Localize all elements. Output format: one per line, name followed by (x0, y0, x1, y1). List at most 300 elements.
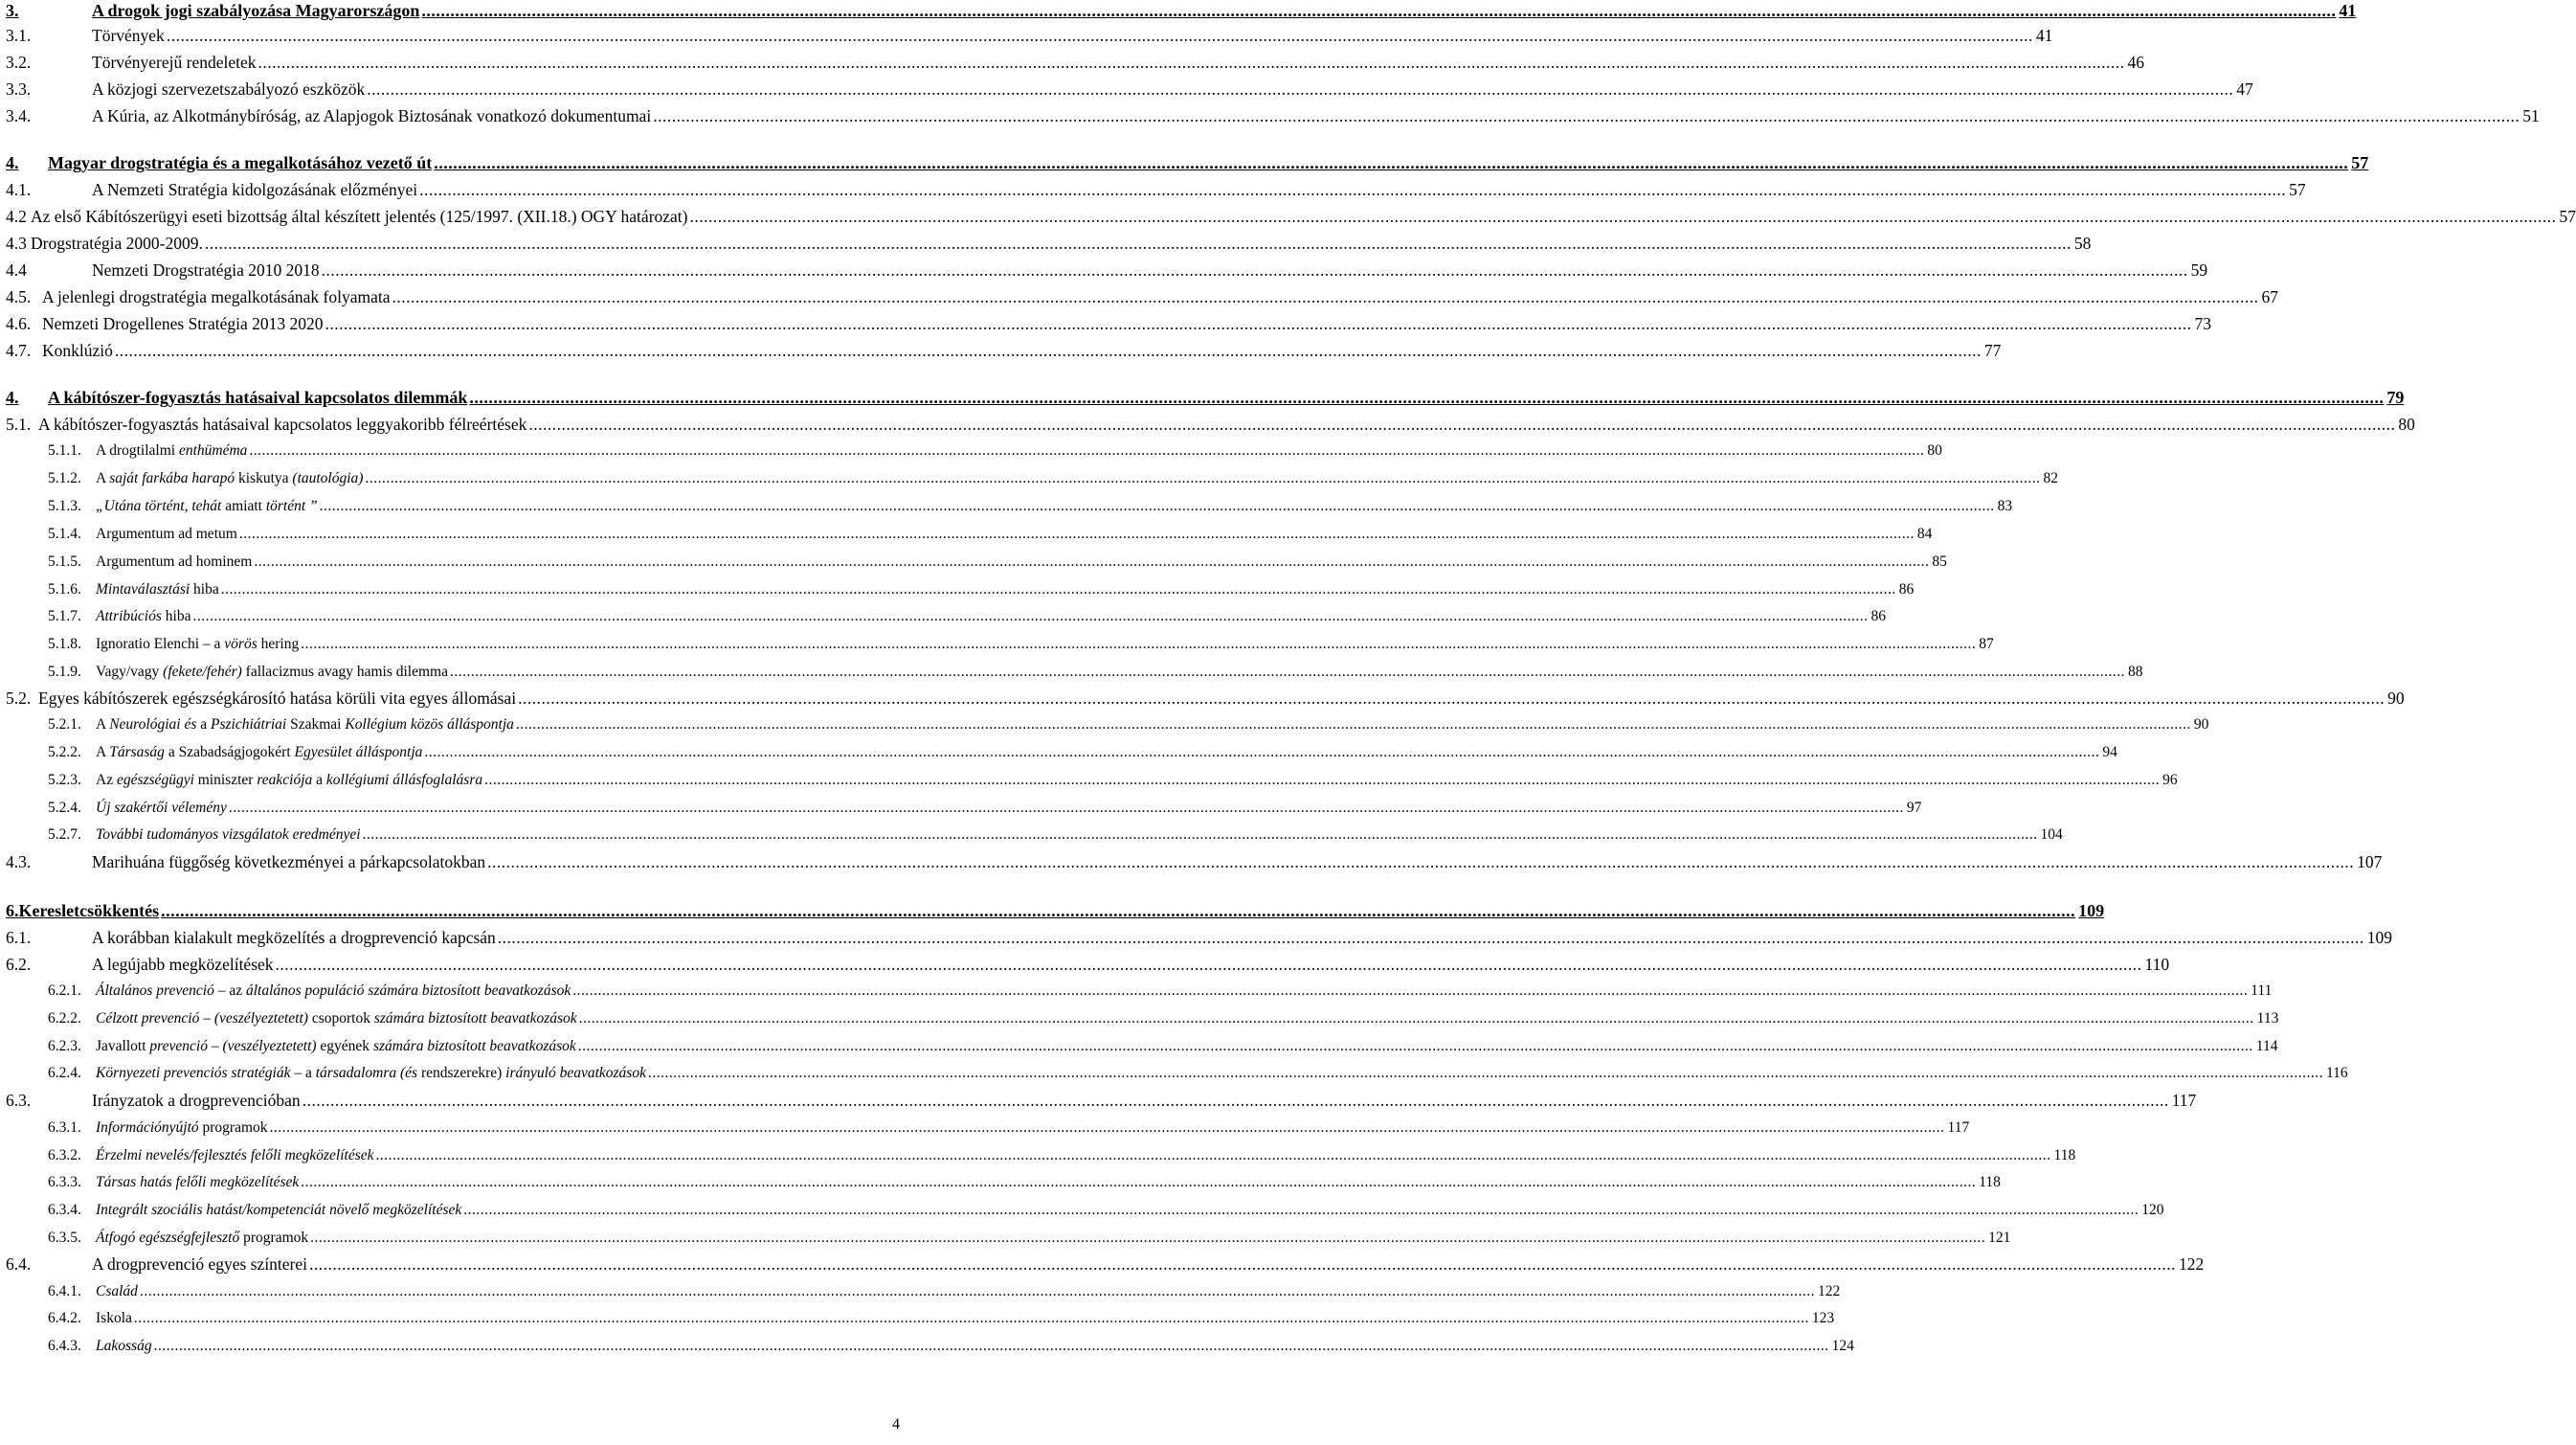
toc-title-segment: prevenció – (veszélyeztetett) (149, 1038, 317, 1054)
toc-entry[interactable] (48, 524, 1933, 545)
toc-entry-number: 3.2. (6, 53, 32, 72)
toc-entry-number: 6.4.1. (48, 1283, 81, 1299)
toc-entry[interactable] (6, 387, 2405, 408)
toc-entry-page: 110 (2144, 955, 2170, 974)
toc-entry[interactable] (48, 634, 1994, 655)
toc-entry-page: 122 (2179, 1254, 2205, 1274)
toc-entry-page: 59 (2190, 260, 2208, 280)
toc-entry-number: 6.4. (6, 1254, 32, 1274)
dot-leader: ................................................................................................................................................................................................................................................................................................................................................................................................................ (269, 1119, 1945, 1136)
toc-entry[interactable] (6, 313, 2212, 334)
toc-entry-title (19, 900, 160, 921)
toc-entry-title (96, 1308, 132, 1329)
toc-entry-number: 6.4.3. (48, 1338, 81, 1354)
toc-entry-number: 3. (6, 1, 19, 20)
dot-leader: ................................................................................................................................................................................................................................................................................................................................................................................................................ (321, 260, 2188, 280)
dot-leader: ................................................................................................................................................................................................................................................................................................................................................................................................................ (166, 26, 2033, 45)
toc-entry[interactable] (6, 900, 2105, 921)
toc-entry-page: 67 (2261, 287, 2278, 306)
toc-title-segment: történt ” (265, 498, 318, 514)
toc-entry-page: 124 (1831, 1338, 1854, 1354)
toc-title-segment: Marihuána függőség következményei a párkapcsolatokban (92, 852, 486, 871)
toc-entry-page: 117 (2171, 1091, 2197, 1110)
toc-entry-title (96, 606, 190, 627)
toc-title-segment: Egyes kábítószerek egészségkárosító hatása körüli vita egyes állomásai (38, 689, 517, 708)
dot-leader: ................................................................................................................................................................................................................................................................................................................................................................................................................ (572, 982, 2249, 999)
toc-title-segment: kollégiumi állásfoglalásra (325, 772, 483, 788)
toc-entry-page: 79 (2386, 388, 2405, 407)
toc-entry-page: 51 (2522, 106, 2540, 125)
toc-entry-number: 6.2.4. (48, 1065, 81, 1081)
toc-entry-title (38, 688, 516, 709)
toc-entry-number: 6.2.3. (48, 1038, 81, 1054)
toc-title-segment: Információnyújtó (96, 1119, 199, 1136)
toc-entry[interactable] (48, 1200, 2164, 1221)
toc-title-segment: – az (213, 982, 246, 999)
dot-leader: ................................................................................................................................................................................................................................................................................................................................................................................................................ (450, 664, 2125, 680)
dot-leader: ................................................................................................................................................................................................................................................................................................................................................................................................................ (689, 207, 2557, 226)
toc-title-segment: Javallott (96, 1038, 150, 1054)
toc-entry[interactable] (6, 179, 2306, 200)
toc-entry-number: 4.6. (6, 314, 32, 333)
toc-title-segment: Magyar drogstratégia és a megalkotásához vezető út (48, 153, 433, 172)
toc-entry-title (92, 79, 365, 100)
dot-leader: ................................................................................................................................................................................................................................................................................................................................................................................................................ (238, 526, 1915, 542)
toc-title-segment: Pszichiátriai (211, 716, 287, 733)
toc-entry-title (92, 25, 165, 46)
toc-entry-title (48, 387, 467, 408)
toc-entry-page: 122 (1817, 1283, 1841, 1299)
dot-leader: ................................................................................................................................................................................................................................................................................................................................................................................................................ (161, 901, 2076, 920)
toc-title-segment: A jelenlegi drogstratégia megalkotásának folyamata (42, 287, 391, 306)
toc-title-segment: A korábban kialakult megközelítés a drogprevenció kapcsán (92, 928, 496, 947)
toc-entry-page: 80 (1927, 442, 1942, 459)
toc-title-segment: Célzott prevenció – (veszélyeztetett) (96, 1010, 308, 1027)
toc-entry[interactable] (48, 1063, 2348, 1084)
toc-title-segment: További tudományos vizsgálatok eredményei (96, 826, 361, 843)
toc-entry[interactable] (48, 1036, 2278, 1057)
toc-title-segment: Drogstratégia 2000-2009. (31, 234, 203, 253)
toc-entry-number: 5.2.2. (48, 744, 81, 760)
toc-entry-title (42, 340, 113, 361)
toc-entry-number: 6.3.4. (48, 1202, 81, 1218)
toc-title-segment: Társas hatás felőli megközelítések (96, 1174, 300, 1190)
toc-title-segment: A drogok jogi szabályozása Magyarországon (92, 1, 420, 20)
toc-entry-page: 109 (2078, 901, 2105, 920)
toc-entry-page: 86 (1898, 581, 1915, 598)
dot-leader: ................................................................................................................................................................................................................................................................................................................................................................................................................ (258, 53, 2125, 72)
toc-entry-title (31, 233, 203, 254)
toc-entry-page: 41 (2339, 1, 2357, 20)
toc-entry-title (96, 1336, 152, 1357)
toc-entry-title (92, 179, 417, 200)
toc-entry[interactable] (6, 286, 2278, 307)
dot-leader: ................................................................................................................................................................................................................................................................................................................................................................................................................ (515, 716, 2191, 733)
toc-entry-number: 3.1. (6, 26, 32, 45)
toc-entry-title (92, 0, 419, 21)
toc-entry[interactable] (48, 1281, 1841, 1302)
toc-title-segment: általános populáció számára biztosított beavatkozások (245, 982, 571, 999)
toc-entry-number: 5.2.1. (48, 716, 81, 733)
toc-entry[interactable] (48, 1145, 2076, 1166)
toc-entry[interactable] (48, 606, 1886, 627)
toc-title-segment: Ignoratio Elenchi – a (96, 636, 225, 652)
toc-title-segment: A Nemzeti Stratégia kidolgozásának előzményei (92, 180, 418, 199)
toc-title-segment: Általános prevenció (96, 982, 214, 999)
toc-entry-title (96, 524, 237, 545)
toc-entry[interactable] (48, 1308, 1835, 1329)
toc-entry-number: 4.3. (6, 852, 32, 871)
toc-entry[interactable] (6, 152, 2369, 173)
dot-leader: ................................................................................................................................................................................................................................................................................................................................................................................................................ (424, 744, 2100, 760)
toc-entry-number: 6.1. (6, 928, 32, 947)
toc-entry[interactable] (48, 579, 1915, 600)
toc-entry[interactable] (48, 1008, 2279, 1029)
dot-leader: ................................................................................................................................................................................................................................................................................................................................................................................................................ (362, 826, 2038, 843)
toc-entry-number: 6.2. (6, 955, 32, 974)
dot-leader: ................................................................................................................................................................................................................................................................................................................................................................................................................ (302, 1091, 2169, 1110)
toc-entry[interactable] (48, 1228, 2011, 1249)
toc-entry-title (92, 1090, 301, 1111)
dot-leader: ................................................................................................................................................................................................................................................................................................................................................................................................................ (153, 1338, 1829, 1354)
toc-entry-title (31, 206, 688, 227)
toc-entry-number: 5.1.4. (48, 526, 81, 542)
toc-title-segment: Integrált szociális hatást/kompetenciát növelő megközelítések (96, 1202, 462, 1218)
toc-entry-page: 121 (1988, 1230, 2011, 1246)
toc-title-segment: Irányzatok a drogprevencióban (92, 1091, 301, 1110)
toc-title-segment: a (196, 716, 211, 733)
toc-entry-title (92, 260, 320, 281)
toc-entry-title (96, 714, 514, 735)
toc-title-segment: Vagy/vagy (96, 664, 164, 680)
dot-leader: ................................................................................................................................................................................................................................................................................................................................................................................................................ (367, 79, 2234, 99)
toc-entry[interactable] (6, 52, 2145, 73)
toc-entry-title (48, 152, 432, 173)
page-number: 4 (892, 1416, 900, 1433)
toc-entry-title (96, 1008, 577, 1029)
toc-entry-title (92, 52, 257, 73)
dot-leader: ................................................................................................................................................................................................................................................................................................................................................................................................................ (192, 608, 1869, 624)
toc-title-segment: Argumentum ad hominem (96, 553, 253, 570)
dot-leader: ................................................................................................................................................................................................................................................................................................................................................................................................................ (518, 689, 2386, 708)
toc-title-segment: enthüméma (178, 442, 248, 459)
toc-entry-title (96, 440, 247, 462)
toc-title-segment: hiba (190, 581, 219, 598)
toc-entry-page: 85 (1932, 553, 1947, 570)
toc-entry-title (96, 1281, 138, 1302)
toc-entry-title (92, 954, 274, 975)
toc-entry-title (96, 552, 252, 573)
toc-entry-number: 5.2.3. (48, 772, 81, 788)
dot-leader: ................................................................................................................................................................................................................................................................................................................................................................................................................ (392, 287, 2259, 306)
toc-entry-page: 83 (1997, 498, 2013, 514)
toc-entry-page: 57 (2289, 180, 2306, 199)
toc-entry[interactable] (6, 79, 2253, 100)
toc-entry-number: 6.3.5. (48, 1230, 81, 1246)
toc-title-segment: programok (198, 1119, 268, 1136)
dot-leader: ................................................................................................................................................................................................................................................................................................................................................................................................................ (220, 581, 1896, 598)
toc-entry-title (96, 742, 422, 763)
dot-leader: ................................................................................................................................................................................................................................................................................................................................................................................................................ (419, 180, 2287, 199)
toc-entry-number: 4.3 (6, 234, 27, 253)
toc-entry[interactable] (6, 414, 2415, 435)
dot-leader: ................................................................................................................................................................................................................................................................................................................................................................................................................ (365, 470, 2041, 486)
toc-entry-title (38, 414, 526, 435)
dot-leader: ................................................................................................................................................................................................................................................................................................................................................................................................................ (249, 442, 1925, 459)
toc-title-segment: számára biztosított beavatkozások (372, 1038, 576, 1054)
toc-title-segment: kiskutya (235, 470, 293, 486)
toc-title-segment: Keresletcsökkentés (18, 901, 160, 920)
toc-title-segment: Törvények (92, 26, 165, 45)
dot-leader: ................................................................................................................................................................................................................................................................................................................................................................................................................ (434, 153, 2349, 172)
toc-title-segment: társadalomra (és (315, 1065, 418, 1081)
toc-title-segment: Szakmai (286, 716, 346, 733)
toc-title-segment: a (312, 772, 326, 788)
toc-title-segment: Attribúciós (96, 608, 162, 624)
toc-title-segment: Új szakértői vélemény (96, 800, 227, 816)
toc-entry[interactable] (6, 105, 2540, 126)
toc-entry[interactable] (6, 340, 2002, 361)
toc-entry-number: 6.3.2. (48, 1147, 81, 1163)
toc-title-segment: Iskola (96, 1310, 132, 1326)
toc-entry-page: 120 (2141, 1202, 2164, 1218)
toc-entry[interactable] (48, 770, 2178, 791)
toc-entry-page: 73 (2194, 314, 2212, 333)
toc-title-segment: Mintaválasztási (96, 581, 190, 598)
toc-entry[interactable] (6, 260, 2208, 281)
dot-leader: ................................................................................................................................................................................................................................................................................................................................................................................................................ (114, 341, 1982, 360)
dot-leader: ................................................................................................................................................................................................................................................................................................................................................................................................................ (653, 106, 2520, 125)
toc-entry[interactable] (6, 1253, 2205, 1275)
dot-leader: ................................................................................................................................................................................................................................................................................................................................................................................................................ (301, 1174, 1977, 1190)
toc-title-segment: Neurológiai és (109, 716, 197, 733)
toc-entry-page: 109 (2366, 928, 2393, 947)
toc-entry-title (96, 1172, 299, 1193)
toc-title-segment: miniszter (193, 772, 258, 788)
toc-entry[interactable] (6, 0, 2357, 21)
toc-entry[interactable] (48, 714, 2209, 735)
toc-title-segment: Lakosság (96, 1338, 152, 1354)
toc-title-segment: számára biztosított beavatkozások (373, 1010, 577, 1027)
toc-entry-page: 57 (2559, 207, 2576, 226)
toc-entry-title (92, 105, 651, 126)
toc-entry-page: 86 (1870, 608, 1886, 624)
toc-entry[interactable] (48, 1172, 2001, 1193)
toc-entry-page: 114 (2255, 1038, 2278, 1054)
dot-leader: ................................................................................................................................................................................................................................................................................................................................................................................................................ (228, 800, 1904, 816)
toc-title-segment: Az (96, 772, 117, 788)
dot-leader: ................................................................................................................................................................................................................................................................................................................................................................................................................ (484, 772, 2161, 788)
toc-entry[interactable] (6, 954, 2170, 975)
toc-entry-page: 46 (2127, 53, 2145, 72)
toc-entry-page: 84 (1916, 526, 1933, 542)
toc-entry-number: 6.2.2. (48, 1010, 81, 1027)
toc-title-segment: vörös (224, 636, 258, 652)
toc-entry-title (96, 824, 361, 846)
toc-entry-page: 113 (2256, 1010, 2279, 1027)
toc-entry-number: 5.1.7. (48, 608, 81, 624)
toc-entry-page: 111 (2251, 982, 2273, 999)
dot-leader: ................................................................................................................................................................................................................................................................................................................................................................................................................ (325, 314, 2192, 333)
toc-entry-title (92, 1253, 307, 1275)
toc-title-segment: Érzelmi nevelés/fejlesztés felőli megközelítések (96, 1147, 374, 1163)
toc-title-segment: fallacizmus avagy hamis dilemma (241, 664, 448, 680)
toc-entry-title (96, 579, 219, 600)
toc-entry-title (96, 1200, 461, 1221)
toc-entry-number: 4.4 (6, 260, 27, 280)
toc-entry-page: 118 (2053, 1147, 2076, 1163)
toc-title-segment: csoportok (307, 1010, 374, 1027)
dot-leader: ................................................................................................................................................................................................................................................................................................................................................................................................................ (578, 1010, 2254, 1027)
dot-leader: ................................................................................................................................................................................................................................................................................................................................................................................................................ (528, 415, 2396, 434)
toc-entry-title (96, 981, 571, 1002)
toc-entry-page: 117 (1947, 1119, 1970, 1136)
toc-entry-page: 123 (1811, 1310, 1835, 1326)
toc-title-segment: amiatt (221, 498, 266, 514)
toc-entry[interactable] (48, 496, 2013, 517)
toc-title-segment: Nemzeti Drogstratégia 2010 2018 (92, 260, 320, 280)
toc-entry-title (42, 313, 324, 334)
toc-entry-number: 4.7. (6, 341, 32, 360)
toc-entry-page: 97 (1906, 800, 1922, 816)
toc-entry-page: 57 (2351, 153, 2369, 172)
toc-title-segment: programok (239, 1230, 309, 1246)
toc-entry-title (96, 798, 227, 819)
toc-entry-page: 104 (2040, 826, 2063, 843)
toc-title-segment: A kábítószer-fogyasztás hatásaival kapcsolatos dilemmák (48, 388, 468, 407)
toc-entry-title (96, 496, 318, 517)
toc-entry-page: 90 (2193, 716, 2209, 733)
toc-entry[interactable] (48, 981, 2273, 1002)
toc-entry[interactable] (6, 927, 2393, 948)
toc-entry-title (92, 927, 496, 948)
toc-title-segment: A Kúria, az Alkotmánybíróság, az Alapjogok Biztosának vonatkozó dokumentumai (92, 106, 652, 125)
toc-entry-number: 5.1. (6, 415, 32, 434)
toc-title-segment: Az első Kábítószerügyi eseti bizottság által készített jelentés (125/1997. (XII.18.) OGY határozat) (31, 207, 688, 226)
toc-entry-title (96, 1228, 308, 1249)
dot-leader: ................................................................................................................................................................................................................................................................................................................................................................................................................ (375, 1147, 2051, 1163)
dot-leader: ................................................................................................................................................................................................................................................................................................................................................................................................................ (254, 553, 1930, 570)
toc-entry-page: 77 (1983, 341, 2002, 360)
toc-entry-number: 6.3.1. (48, 1119, 81, 1136)
dot-leader: ................................................................................................................................................................................................................................................................................................................................................................................................................ (319, 498, 1995, 514)
toc-entry-number: 4. (6, 388, 19, 407)
toc-entry-number: 3.3. (6, 79, 32, 99)
toc-entry-page: 90 (2387, 689, 2405, 708)
toc-title-segment: Átfogó egészségfejlesztő (96, 1230, 240, 1246)
toc-entry-number: 3.4. (6, 106, 32, 125)
toc-entry-number: 6.3. (6, 1091, 32, 1110)
toc-entry-page: 80 (2398, 415, 2415, 434)
toc-title-segment: Család (96, 1283, 138, 1299)
toc-entry-number: 4.5. (6, 287, 32, 306)
dot-leader: ................................................................................................................................................................................................................................................................................................................................................................................................................ (204, 234, 2072, 253)
toc-entry-number: 5.2.7. (48, 826, 81, 843)
toc-entry[interactable] (6, 1090, 2197, 1111)
toc-entry[interactable] (48, 440, 1942, 462)
toc-entry-number: 4. (6, 153, 19, 172)
toc-entry[interactable] (6, 688, 2405, 709)
toc-title-segment: Konklúzió (42, 341, 113, 360)
toc-title-segment: A (96, 744, 110, 760)
toc-entry-page: 58 (2073, 234, 2092, 253)
toc-entry-page: 87 (1979, 636, 1994, 652)
toc-entry[interactable] (6, 206, 2576, 227)
toc-title-segment: saját farkába harapó (109, 470, 235, 486)
toc-entry-page: 47 (2236, 79, 2253, 99)
toc-title-segment: A (96, 716, 110, 733)
toc-entry-title (96, 662, 448, 683)
toc-entry-page: 41 (2035, 26, 2053, 45)
toc-entry-title (42, 286, 390, 307)
toc-entry[interactable] (48, 1118, 1970, 1139)
toc-entry-page: 94 (2102, 744, 2117, 760)
toc-entry-number: 6.2.1. (48, 982, 81, 999)
dot-leader: ................................................................................................................................................................................................................................................................................................................................................................................................................ (139, 1283, 1815, 1299)
toc-entry-number: 5.1.5. (48, 553, 81, 570)
toc-title-segment: hiba (161, 608, 191, 624)
toc-entry-page: 107 (2357, 852, 2383, 871)
toc-title-segment: reakciója (257, 772, 313, 788)
toc-entry-page: 88 (2128, 664, 2143, 680)
toc-title-segment: Egyesület álláspontja (294, 744, 423, 760)
toc-entry[interactable] (48, 468, 2058, 489)
toc-entry-number: 4.2 (6, 207, 27, 226)
toc-entry[interactable] (6, 851, 2383, 872)
toc-entry[interactable] (48, 824, 2063, 846)
toc-entry[interactable] (6, 233, 2092, 254)
toc-entry-page: 96 (2162, 772, 2178, 788)
toc-title-segment: A drogtilalmi (96, 442, 179, 459)
toc-title-segment: A legújabb megközelítések (92, 955, 274, 974)
toc-entry-number: 4.1. (6, 180, 32, 199)
toc-entry[interactable] (48, 552, 1947, 573)
toc-title-segment: Kollégium közös álláspontja (345, 716, 514, 733)
dot-leader: ................................................................................................................................................................................................................................................................................................................................................................................................................ (463, 1202, 2139, 1218)
toc-entry-number: 5.1.2. (48, 470, 81, 486)
toc-title-segment: Argumentum ad metum (96, 526, 237, 542)
toc-entry[interactable] (48, 662, 2143, 683)
toc-entry-page: 116 (2325, 1065, 2348, 1081)
toc-title-segment: „Utána történt, tehát (96, 498, 222, 514)
dot-leader: ................................................................................................................................................................................................................................................................................................................................................................................................................ (133, 1310, 1809, 1326)
toc-entry-title (96, 1145, 374, 1166)
toc-entry-number: 5.1.9. (48, 664, 81, 680)
toc-title-segment: A drogprevenció egyes színterei (92, 1254, 307, 1274)
toc-title-segment: irányuló beavatkozások (505, 1065, 646, 1081)
toc-title-segment: Társaság (109, 744, 165, 760)
toc-entry-number: 5.1.1. (48, 442, 81, 459)
toc-entry-page: 118 (1979, 1174, 2001, 1190)
dot-leader: ................................................................................................................................................................................................................................................................................................................................................................................................................ (301, 636, 1977, 652)
dot-leader: ................................................................................................................................................................................................................................................................................................................................................................................................................ (469, 388, 2385, 407)
toc-entry[interactable] (48, 742, 2117, 763)
toc-title-segment: (fekete/fehér) (163, 664, 242, 680)
toc-entry[interactable] (6, 25, 2053, 46)
toc-entry-number: 5.2.4. (48, 800, 81, 816)
toc-title-segment: A közjogi szervezetszabályozó eszközök (92, 79, 366, 99)
dot-leader: ................................................................................................................................................................................................................................................................................................................................................................................................................ (487, 852, 2355, 871)
toc-entry[interactable] (48, 798, 1922, 819)
dot-leader: ................................................................................................................................................................................................................................................................................................................................................................................................................ (421, 1, 2337, 20)
dot-leader: ................................................................................................................................................................................................................................................................................................................................................................................................................ (275, 955, 2142, 974)
toc-entry[interactable] (48, 1336, 1854, 1357)
toc-title-segment: egészségügyi (116, 772, 194, 788)
toc-entry-number: 6.4.2. (48, 1310, 81, 1326)
toc-entry-number: 5.2. (6, 689, 32, 708)
toc-title-segment: Törvényerejű rendeletek (92, 53, 257, 72)
toc-title-segment: – a (290, 1065, 316, 1081)
